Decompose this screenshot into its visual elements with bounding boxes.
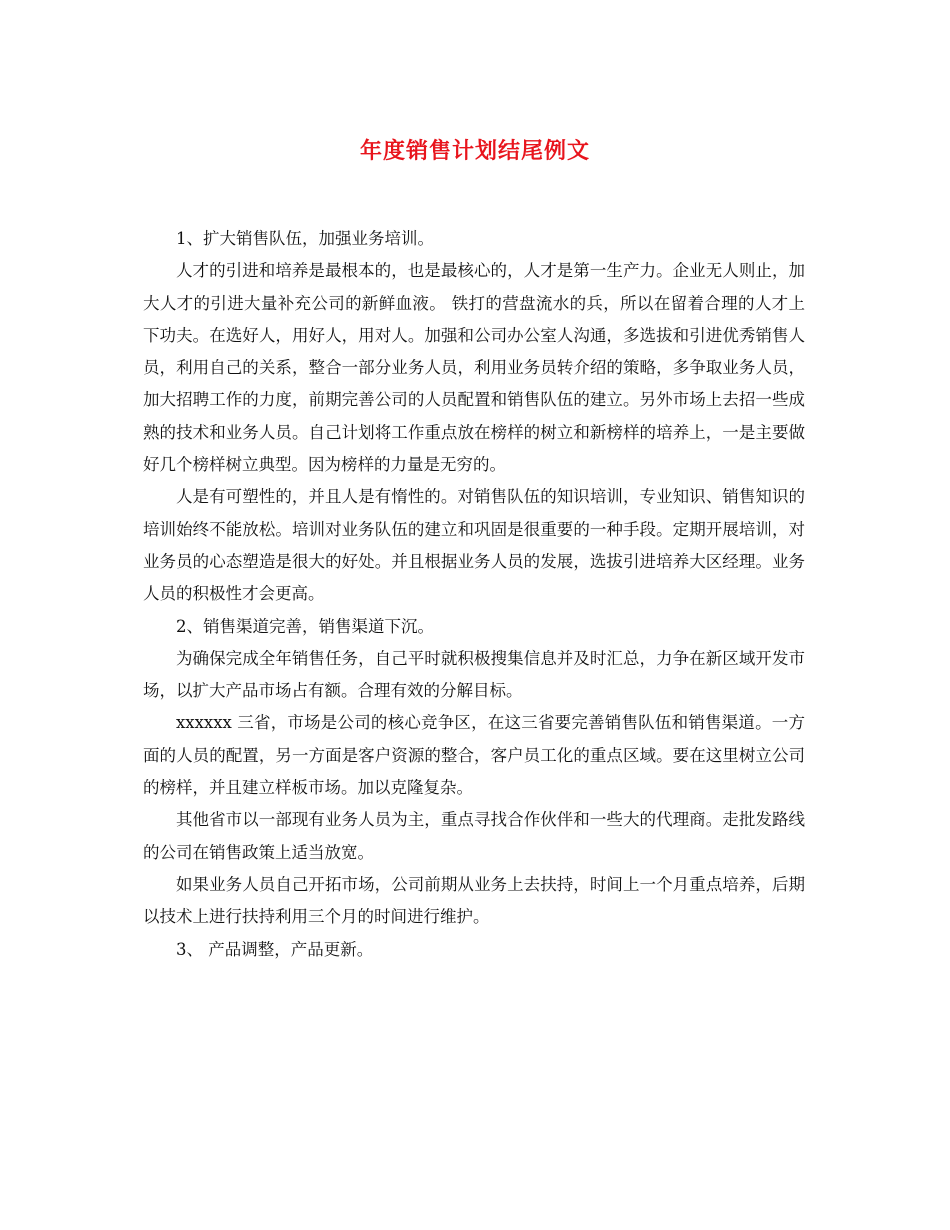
paragraph: 如果业务人员自己开拓市场，公司前期从业务上去扶持，时间上一个月重点培养，后期以技术上进行扶持利用三个月的时间进行维护。 xyxy=(143,874,805,927)
paragraph: 为确保完成全年销售任务，自己平时就积极搜集信息并及时汇总，力争在新区域开发市场，以扩大产品市场占有额。合理有效的分解目标。 xyxy=(143,648,805,701)
paragraph: xxxxxx 三省，市场是公司的核心竞争区，在这三省要完善销售队伍和销售渠道。一方面的人员的配置，另一方面是客户资源的整合，客户员工化的重点区域。要在这里树立公司的榜样，并且建立样板市场。加以克隆复杂。 xyxy=(143,713,805,798)
paragraph: 人是有可塑性的，并且人是有惰性的。对销售队伍的知识培训，专业知识、销售知识的培训始终不能放松。培训对业务队伍的建立和巩固是很重要的一种手段。定期开展培训，对业务员的心态塑造是很大的好处。并且根据业务人员的发展，选拔引进培养大区经理。业务人员的积极性才会更高。 xyxy=(143,487,805,604)
paragraph: 人才的引进和培养是最根本的，也是最核心的，人才是第一生产力。企业无人则止，加大人才的引进大量补充公司的新鲜血液。 铁打的营盘流水的兵，所以在留着合理的人才上下功夫。在选好人，用好人，用对人。加强和公司办公室人沟通，多选拔和引进优秀销售人员，利用自己的关系，整合一部分业务人员，利用业务员转介绍的策略，多争取业务人员，加大招聘工作的力度，前期完善公司的人员配置和销售队伍的建立。另外市场上去招一些成熟的技术和业务人员。自己计划将工作重点放在榜样的树立和新榜样的培养上，一是主要做好几个榜样树立典型。因为榜样的力量是无穷的。 xyxy=(143,261,805,475)
document-body xyxy=(143,223,805,966)
document-title: 年度销售计划结尾例文 xyxy=(359,139,590,164)
paragraph: 其他省市以一部现有业务人员为主，重点寻找合作伙伴和一些大的代理商。走批发路线的公司在销售政策上适当放宽。 xyxy=(143,810,805,862)
paragraph-heading-3: 3、 产品调整，产品更新。 xyxy=(176,939,374,959)
paragraph-heading-2: 2、销售渠道完善，销售渠道下沉。 xyxy=(176,616,434,636)
paragraph-heading-1: 1、扩大销售队伍，加强业务培训。 xyxy=(176,229,434,248)
